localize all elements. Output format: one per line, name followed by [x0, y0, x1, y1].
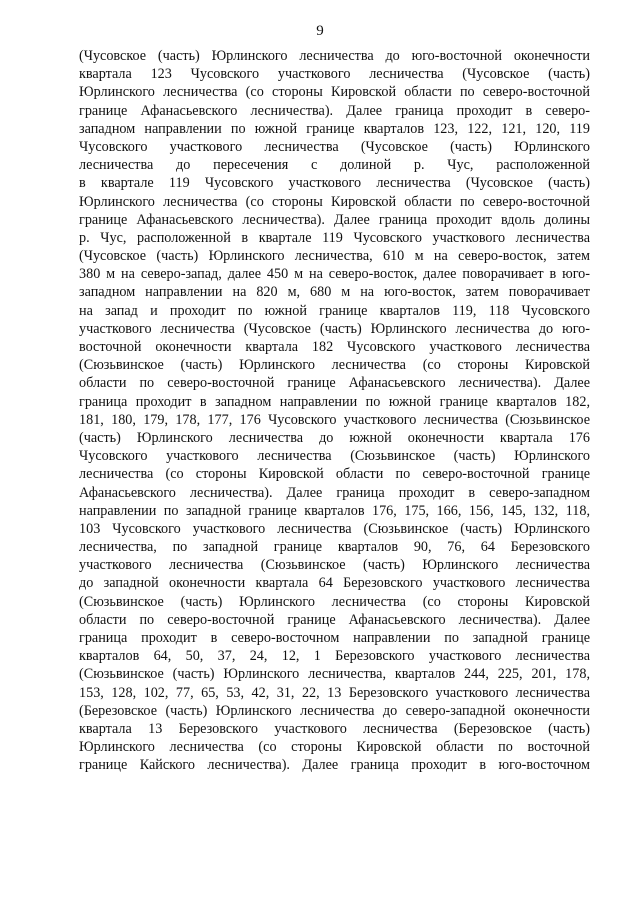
- text-line: Юрлинского лесничества (со стороны Кировской области по северо-восточной: [79, 84, 590, 101]
- text-line: Чусовского участкового лесничества (Сюзьвинское (часть) Юрлинского: [79, 448, 590, 465]
- text-line: (часть) Юрлинского лесничества до южной оконечности квартала 176: [79, 429, 590, 446]
- text-line: (Чусовское (часть) Юрлинского лесничества, 610 м на северо-восток, затем: [79, 248, 590, 265]
- text-line: Юрлинского лесничества (со стороны Кировской области по восточной: [79, 739, 590, 756]
- text-line: (Чусовское (часть) Юрлинского лесничества до юго-восточной оконечности: [79, 48, 590, 64]
- text-line: границе Афанасьевского лесничества). Далее граница проходит вдоль долины: [79, 211, 590, 228]
- text-line: граница проходит в западном направлении по южной границе кварталов 182,: [79, 393, 590, 410]
- page-number: 9: [316, 23, 324, 39]
- text-line: р. Чус, расположенной в квартале 119 Чусовского участкового лесничества: [79, 229, 590, 246]
- text-line: направлении по западной границе кварталов 176, 175, 166, 156, 145, 132, 118,: [79, 502, 590, 519]
- text-line: на запад и проходит по южной границе кварталов 119, 118 Чусовского: [79, 302, 590, 319]
- text-line: области по северо-восточной границе Афанасьевского лесничества). Далее: [79, 375, 590, 392]
- text-line: западном направлении на 820 м, 680 м на юго-восток, затем поворачивает: [79, 284, 590, 301]
- text-line: (Сюзьвинское (часть) Юрлинского лесничества (со стороны Кировской: [79, 357, 590, 374]
- text-line: квартала 13 Березовского участкового лесничества (Березовское (часть): [79, 720, 590, 737]
- text-line: участкового лесничества (Чусовское (часть) Юрлинского лесничества до юго-: [79, 320, 590, 337]
- text-line: 380 м на северо-запад, далее 450 м на северо-восток, далее поворачивает в юго-: [79, 266, 590, 283]
- text-line: западном направлении по южной границе кварталов 123, 122, 121, 120, 119: [79, 120, 590, 137]
- text-line: (Березовское (часть) Юрлинского лесничества до северо-западной оконечности: [79, 702, 590, 719]
- text-line: 181, 180, 179, 178, 177, 176 Чусовского участкового лесничества (Сюзьвинское: [79, 411, 590, 428]
- text-line: области по северо-восточной границе Афанасьевского лесничества). Далее: [79, 611, 590, 628]
- text-line: восточной оконечности квартала 182 Чусовского участкового лесничества: [79, 339, 590, 355]
- text-line: 153, 128, 102, 77, 65, 53, 42, 31, 22, 13 Березовского участкового лесничества: [79, 684, 590, 701]
- text-line: Юрлинского лесничества (со стороны Кировской области по северо-восточной: [79, 193, 590, 210]
- text-line: 103 Чусовского участкового лесничества (Сюзьвинское (часть) Юрлинского: [79, 520, 590, 537]
- text-line: лесничества (со стороны Кировской области по северо-восточной границе: [79, 466, 590, 483]
- text-line: до западной оконечности квартала 64 Березовского участкового лесничества: [79, 575, 590, 592]
- text-line: квартала 123 Чусовского участкового лесничества (Чусовское (часть): [79, 66, 590, 83]
- text-line: участкового лесничества (Сюзьвинское (часть) Юрлинского лесничества: [79, 557, 590, 574]
- text-line: (Сюзьвинское (часть) Юрлинского лесничества (со стороны Кировской: [79, 593, 590, 610]
- text-line: лесничества до пересечения с долиной р. Чус, расположенной: [79, 157, 590, 174]
- text-line: Чусовского участкового лесничества (Чусовское (часть) Юрлинского: [79, 138, 590, 155]
- body-paragraph: [79, 47, 590, 775]
- text-line: в квартале 119 Чусовского участкового лесничества (Чусовское (часть): [79, 175, 590, 192]
- text-line: (Сюзьвинское (часть) Юрлинского лесничества, кварталов 244, 225, 201, 178,: [79, 666, 590, 683]
- text-line: границе Кайского лесничества). Далее граница проходит в юго-восточном: [79, 757, 590, 774]
- text-line: Афанасьевского лесничества). Далее граница проходит в северо-западном: [79, 484, 590, 501]
- text-line: кварталов 64, 50, 37, 24, 12, 1 Березовского участкового лесничества: [79, 648, 590, 665]
- text-line: граница проходит в северо-восточном направлении по западной границе: [79, 630, 590, 646]
- text-line: лесничества, по западной границе кварталов 90, 76, 64 Березовского: [79, 539, 590, 556]
- text-line: границе Афанасьевского лесничества). Далее граница проходит в северо-: [79, 102, 590, 119]
